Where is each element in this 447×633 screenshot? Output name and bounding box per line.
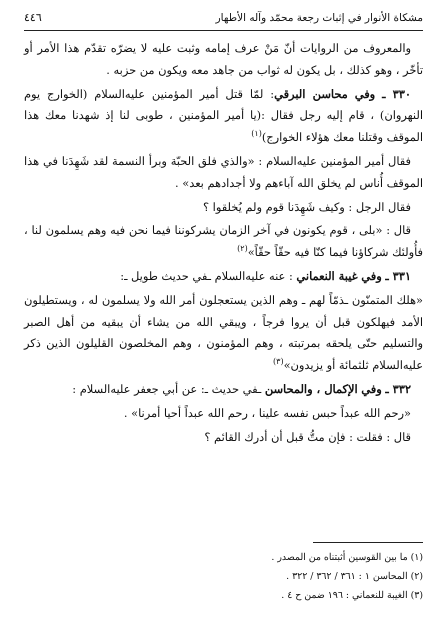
paragraph-text: «هلك المتمنّون ـذمّاً لهم ـ وهم الذين يستعجلون أمر الله ولا يسلمون له ، ويستطيلون الأمد فيهلكون قبل أن يروا فرجاً ، ويبقي الله من يشاء أن يبقيه من أهل الصبر والتسليم حتّى يلحقه بمرتبته ، وهم المؤمنون ، وهم المخلصون القليلون الذين ذكر عليه‌السلام ثلثمائة أو يزيدون» xyxy=(24,292,423,373)
paragraph xyxy=(24,403,423,425)
hadith-prefix: وفي xyxy=(361,381,382,396)
footnote-ref: (١) xyxy=(251,129,262,139)
paragraph-text: ـفي حديث ـ: عن أبي جعفر عليه‌السلام : xyxy=(72,381,262,396)
paragraph-text: «رحم الله عبداً حبس نفسه علينا ، رحم الله عبداً أحيا أمرنا» . xyxy=(123,405,411,420)
footnote-ref: (٣) xyxy=(273,357,284,367)
paragraph xyxy=(24,290,423,377)
footnote-divider xyxy=(313,542,423,543)
paragraph-text: : عنه عليه‌السلام ـفي حديث طويل ـ: xyxy=(120,268,293,283)
hadith-number: ٣٣١ ـ xyxy=(385,268,411,283)
footnotes xyxy=(24,548,423,605)
page-body xyxy=(24,38,423,450)
footnote: (١) ما بين القوسين أثبتناه من المصدر . xyxy=(271,552,423,563)
footnote-ref: (٢) xyxy=(237,244,248,254)
hadith-number: ٣٣٢ ـ xyxy=(385,381,411,396)
footnote: (٢) المحاسن ١ : ٣٦١ / ٣٦٢ / ٣٢٢ . xyxy=(286,571,423,582)
paragraph-text: : لمّا قتل أمير المؤمنين عليه‌السلام (الخوارج يوم النهروان) ، قام إليه رجل فقال :(يا أمير المؤمنين ، طوبى لنا إذ شهدنا معك هذا الموقف وقتلنا معك هؤلاء الخوارج) xyxy=(24,86,423,145)
paragraph xyxy=(24,151,423,195)
running-title: مشكاة الأنوار في إثبات رجعة محمّد وآله الأطهار xyxy=(215,12,423,24)
hadith-prefix: وفي xyxy=(354,86,376,101)
paragraph-text: قال : «بلى ، قوم يكونون في آخر الزمان يشركوننا فيما نحن فيه وهم يسلمون لنا ، فأُولئك شركاؤنا فيما كنّا فيه حقّاً حقّاً» xyxy=(24,223,423,260)
hadith-prefix: وفي xyxy=(361,268,382,283)
paragraph-text: والمعروف من الروايات أنّ مَنْ عرف إمامه وثبت عليه لا يضرّه تقدّم هذا الأمر أو تأخّر ، وهو كذلك ، بل يكون له ثواب من جاهد معه ويكون من حزبه . xyxy=(24,41,423,77)
paragraph xyxy=(24,197,423,219)
page-number: ٤٤٦ xyxy=(24,11,42,24)
source-name: غيبة النعماني xyxy=(296,268,358,283)
paragraph xyxy=(24,38,423,82)
paragraph-text: فقال أمير المؤمنين عليه‌السلام : «والذي فلق الحبّة وبرأ النسمة لقد شَهِدَنا في هذا الموقف أُناس لم يخلق الله آباءهم ولا أجدادهم بعد» . xyxy=(24,153,423,190)
page-header xyxy=(24,10,423,31)
source-name: محاسن البرقي xyxy=(274,86,348,101)
paragraph-text: قال : فقلت : فإن متُّ قبل أن أدرك القائم ؟ xyxy=(204,429,411,444)
paragraph xyxy=(24,427,423,449)
paragraph-text: فقال الرجل : وكيف شَهِدَنا قوم ولم يُخلقوا ؟ xyxy=(203,199,411,214)
hadith-number: ٣٣٠ ـ xyxy=(382,86,412,101)
footnote: (٣) الغيبة للنعماني : ١٩٦ ضمن ح ٤ . xyxy=(281,590,423,601)
hadith-paragraph xyxy=(24,266,423,288)
paragraph xyxy=(24,220,423,264)
hadith-paragraph xyxy=(24,379,423,401)
hadith-paragraph xyxy=(24,84,423,149)
source-name: الإكمال ، والمحاسن xyxy=(264,381,358,396)
